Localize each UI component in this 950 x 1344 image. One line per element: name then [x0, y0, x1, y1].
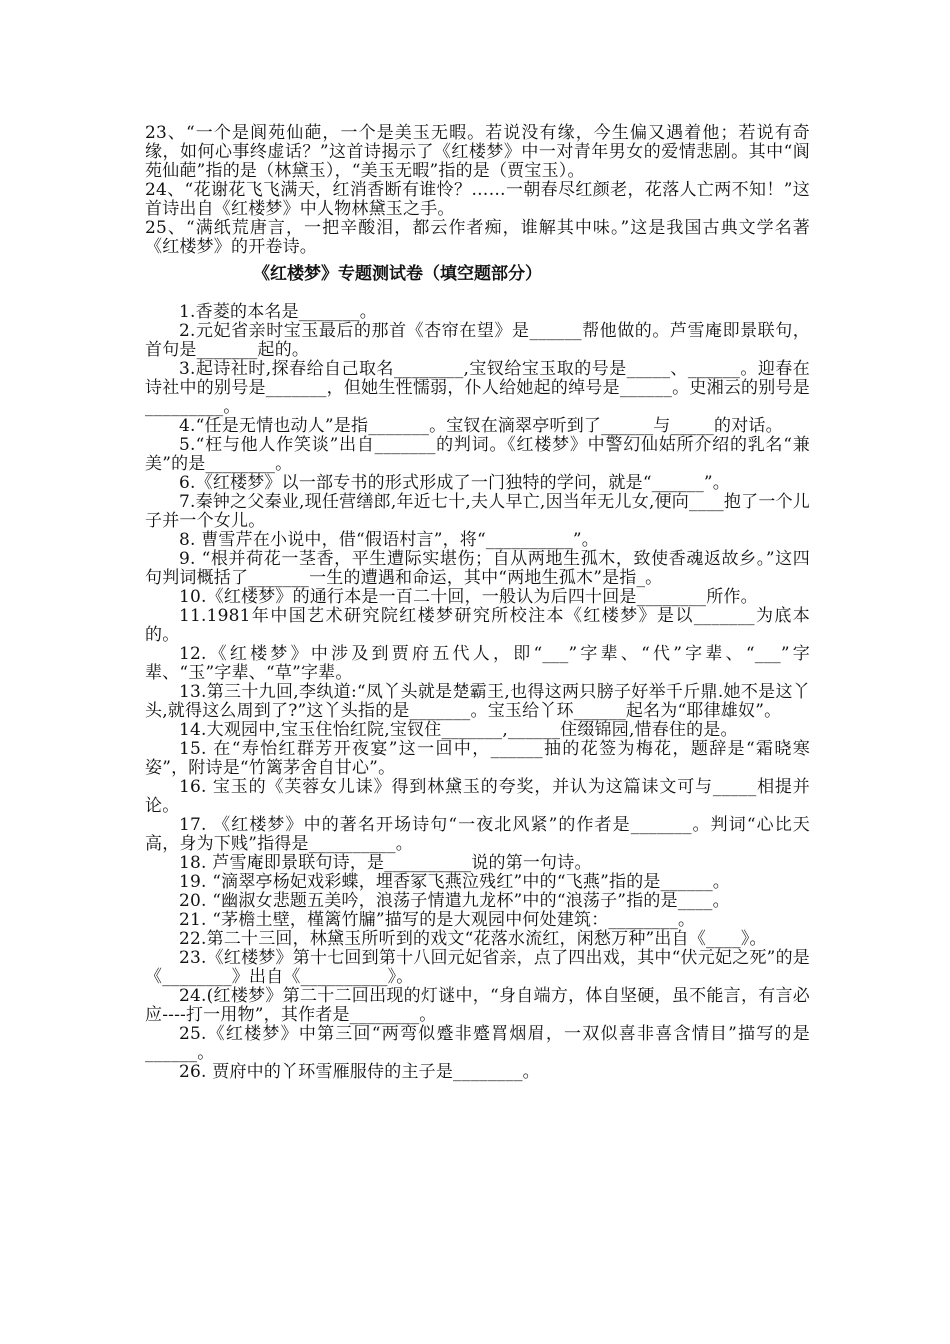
question-2: 2.元妃省亲时宝玉最后的那首《杏帘在望》是______帮他做的。芦雪庵即景联句，首句是_______起的。 — [145, 321, 810, 360]
question-5: 5.“枉与他人作笑谈”出自_______的判词。《红楼梦》中警幻仙姑所介绍的乳名“兼美”的是________。 — [145, 435, 810, 474]
question-25: 25.《红楼梦》中第三回“两弯似蹙非蹙罥烟眉，一双似喜非喜含情目”描写的是______。 — [145, 1024, 810, 1063]
question-19: 19. “滴翠亭杨妃戏彩蝶，埋香冢飞燕泣残红”中的“飞燕”指的是______。 — [179, 872, 731, 892]
question-1: 1.香菱的本名是_______。 — [179, 302, 377, 322]
question-4: 4.“任是无情也动人”是指_______。宝钗在滴翠亭听到了______与_____的对话。 — [179, 416, 783, 436]
question-16: 16. 宝玉的《芙蓉女儿诔》得到林黛玉的夸奖，并认为这篇诔文可与_____相提并论。 — [145, 777, 810, 816]
document-body — [145, 124, 810, 1082]
question-7: 7.秦钟之父秦业,现任营缮郎,年近七十,夫人早亡,因当年无儿女,便向____抱了一个儿子并一个女儿。 — [145, 492, 810, 531]
question-12: 12.《红楼梦》中涉及到贾府五代人，即“___”字辈、“代”字辈、“___”字辈、“玉”字辈、“草”字辈。 — [145, 644, 810, 683]
intro-item-23: 23、“一个是阆苑仙葩，一个是美玉无暇。若说没有缘，今生偏又遇着他；若说有奇缘，如何心事终虚话？”这首诗揭示了《红楼梦》中一对青年男女的爱情悲剧。其中“阆苑仙葩”指的是（林黛玉），“美玉无暇”指的是（贾宝玉）。 — [145, 123, 810, 181]
question-11: 11.1981年中国艺术研究院红楼梦研究所校注本《红楼梦》是以_______为底本的。 — [145, 606, 810, 645]
question-24: 24.(红楼梦》第二十二回出现的灯谜中，“身自端方，体自坚硬，虽不能言，有言必应----打一用物”，其作者是________。 — [145, 986, 810, 1025]
question-10: 10.《红楼梦》的通行本是一百二十回，一般认为后四十回是________所作。 — [179, 587, 758, 607]
question-13: 13.第三十九回,李纨道:“凤丫头就是楚霸王,也得这两只膀子好举千斤鼎.她不是这丫头,就得这么周到了?”这丫头指的是_______。宝玉给丫环______起名为“耶律雄奴”。 — [145, 682, 810, 721]
question-6: 6.《红楼梦》以一部专书的形式形成了一门独特的学问，就是“______”。 — [179, 473, 731, 493]
question-3: 3.起诗社时,探春给自己取名________,宝钗给宝玉取的号是_____、______。迎春在诗社中的别号是_______，但她生性懦弱，仆人给她起的绰号是______。史湘云的别号是_________。 — [145, 359, 810, 417]
intro-item-25: 25、“满纸荒唐言，一把辛酸泪，都云作者痴，谁解其中味。”这是我国古典文学名著《红楼梦》的开卷诗。 — [145, 218, 810, 257]
intro-item-24: 24、“花谢花飞飞满天，红消香断有谁怜？……一朝春尽红颜老，花落人亡两不知！”这首诗出自《红楼梦》中人物林黛玉之手。 — [145, 180, 810, 219]
question-22: 22.第二十三回，林黛玉所听到的戏文“花落水流红，闲愁万种”出自《____》。 — [179, 929, 767, 949]
question-8: 8. 曹雪芹在小说中，借“假语村言”，将“__________”。 — [179, 530, 599, 550]
question-15: 15. 在“寿怡红群芳开夜宴”这一回中，______抽的花签为梅花，题辞是“霜晓寒姿”，附诗是“竹篱茅舍自甘心”。 — [145, 739, 810, 778]
question-21: 21. “茅檐土壁，槿篱竹牖”描写的是大观园中何处建筑：________。 — [179, 910, 696, 930]
question-14: 14.大观园中,宝玉住怡红院,宝钗住_______,______住缀锦园,惜春住的是。 — [179, 720, 738, 740]
question-9: 9. “根并荷花一茎香，平生遭际实堪伤；自从两地生孤木，致使香魂返故乡。”这四句判词概括了_______一生的遭遇和命运，其中“两地生孤木”是指_。 — [145, 549, 810, 588]
question-20: 20. “幽淑女悲题五美吟，浪荡子情遣九龙杯”中的“浪荡子”指的是____。 — [179, 891, 730, 911]
question-26: 26. 贾府中的丫环雪雁服侍的主子是________。 — [179, 1062, 540, 1082]
section-title: 《红楼梦》专题测试卷（填空题部分） — [253, 264, 542, 284]
question-18: 18. 芦雪庵即景联句诗，是__________说的第一句诗。 — [179, 853, 592, 873]
question-17: 17. 《红楼梦》中的著名开场诗句“一夜北风紧”的作者是_______。判词“心比天高，身为下贱”指得是__________。 — [145, 815, 810, 854]
question-23: 23.《红楼梦》第十七回到第十八回元妃省亲，点了四出戏，其中“伏元妃之死”的是《________》出自《__________》。 — [145, 948, 810, 987]
